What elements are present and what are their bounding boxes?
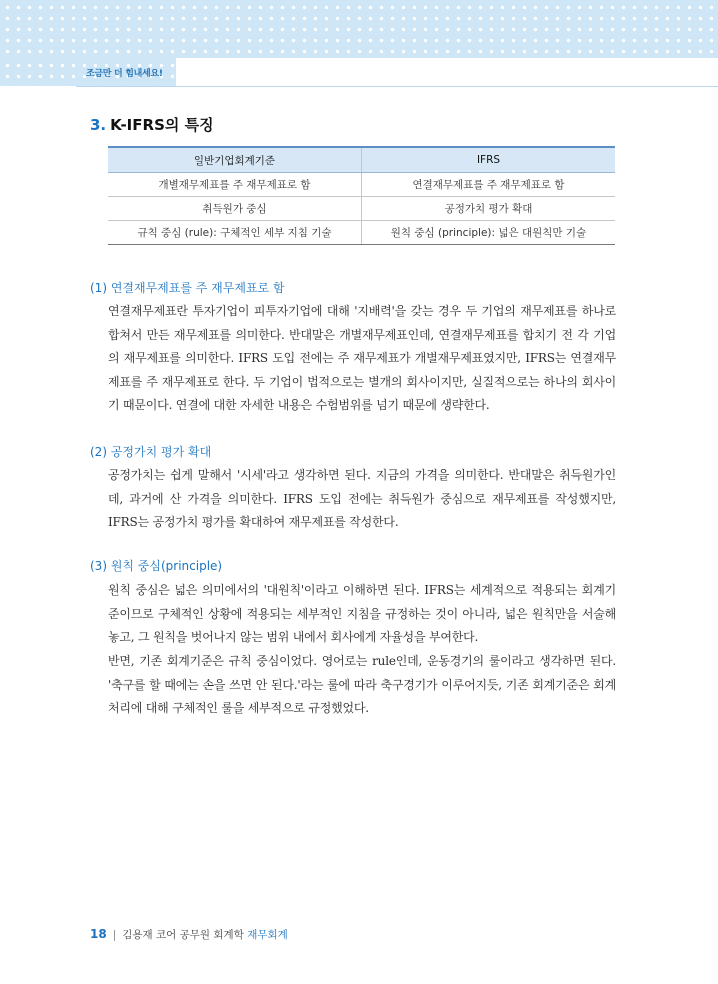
subsection-heading-1: (1) 연결재무제표를 주 재무제표로 함 <box>90 281 285 295</box>
header-dot-band <box>0 0 718 58</box>
page-number: 18 <box>90 927 107 941</box>
table-row <box>108 173 615 197</box>
book-subject: 재무회계 <box>247 929 288 941</box>
paragraph-1: 연결재무제표란 투자기업이 피투자기업에 대해 '지배력'을 갖는 경우 두 기업의 재무제표를 하나로 합쳐서 만든 재무제표를 의미한다. 반대말은 개별재무제표인데, 연결재무제표를 합치기 전 각 기업의 재무제표를 의미한다. IFRS 도입 전에는 주 재무제표가 개별재무제표였지만, IFRS는 연결재무제표를 주 재무제표로 한다. 두 기업이 법적으로는 별개의 회사이지만, 실질적으로는 하나의 회사이기 때문이다. 연결에 대한 자세한 내용은 수험범위를 넘기 때문에 생략한다. <box>108 304 616 412</box>
comparison-table <box>108 146 615 245</box>
table-header-row <box>108 147 615 173</box>
table-cell: 개별재무제표를 주 재무제표로 함 <box>108 173 362 197</box>
table-cell: 원칙 중심 (principle): 넓은 대원칙만 기술 <box>362 221 616 245</box>
subsection-heading-2: (2) 공정가치 평가 확대 <box>90 445 212 459</box>
header-divider <box>76 86 718 87</box>
table-row <box>108 221 615 245</box>
page-footer <box>90 927 288 942</box>
table-header-gaap: 일반기업회계기준 <box>108 147 362 173</box>
paragraph-2: 공정가치는 쉽게 말해서 '시세'라고 생각하면 된다. 지금의 가격을 의미한다. 반대말은 취득원가인데, 과거에 산 가격을 의미한다. IFRS 도입 전에는 취득원가 중심으로 재무제표를 작성했지만, IFRS는 공정가치 평가를 확대하여 재무제표를 작성한다. <box>108 468 616 529</box>
book-title: 김용재 코어 공무원 회계학 <box>122 929 244 941</box>
footer-separator: | <box>112 929 117 941</box>
section-number: 3. <box>90 116 107 134</box>
subsection-heading-3: (3) 원칙 중심(principle) <box>90 559 223 573</box>
table-cell: 연결재무제표를 주 재무제표로 함 <box>362 173 616 197</box>
table-row <box>108 197 615 221</box>
table-cell: 공정가치 평가 확대 <box>362 197 616 221</box>
paragraph-3b: 반면, 기존 회계기준은 규칙 중심이었다. 영어로는 rule인데, 운동경기의 룰이라고 생각하면 된다. '축구를 할 때에는 손을 쓰면 안 된다.'라는 룰에 따라 축구경기가 이루어지듯, 기존 회계기준은 회계처리에 대해 구체적인 룰을 세부적으로 규정했었다. <box>108 654 616 715</box>
section-title <box>90 114 214 135</box>
header-tab-label: 조금만 더 힘내세요! <box>86 69 163 79</box>
table-cell: 규칙 중심 (rule): 구체적인 세부 지침 기술 <box>108 221 362 245</box>
paragraph-3a: 원칙 중심은 넓은 의미에서의 '대원칙'이라고 이해하면 된다. IFRS는 세계적으로 적용되는 회계기준이므로 구체적인 상황에 적용되는 세부적인 지침을 규정하는 것이 아니라, 넓은 원칙만을 서술해 놓고, 그 원칙을 벗어나지 않는 범위 내에서 회사에게 자율성을 부여한다. <box>108 583 616 644</box>
table-header-ifrs: IFRS <box>362 147 616 173</box>
section-title-text: K-IFRS의 특징 <box>110 116 214 134</box>
table-cell: 취득원가 중심 <box>108 197 362 221</box>
